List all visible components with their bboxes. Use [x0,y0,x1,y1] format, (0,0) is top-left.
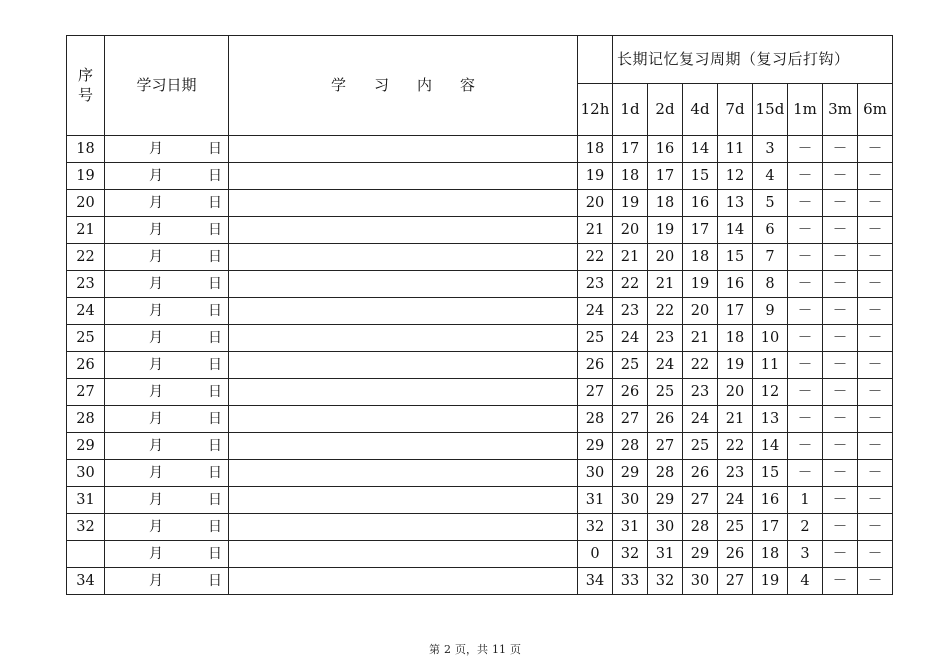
cycle-cell[interactable]: － [823,298,858,325]
cycle-cell[interactable]: － [858,433,893,460]
footer-mid: 页，共 [455,643,488,656]
cycle-cell[interactable]: 32 [613,541,648,568]
row-seq: 20 [67,190,105,217]
table-row [67,190,893,217]
cycle-cell[interactable]: 14 [753,433,788,460]
cycle-cell[interactable]: 31 [648,541,683,568]
row-date[interactable] [105,514,229,541]
cycle-cell[interactable]: － [823,433,858,460]
table-row [67,379,893,406]
row-content[interactable] [229,298,578,325]
cycle-cell[interactable]: － [858,136,893,163]
cycle-cell[interactable]: 11 [718,136,753,163]
seq-header-label: 序 号 [77,66,93,104]
cycle-cell[interactable]: 29 [683,541,718,568]
cycle-col-7d: 7d [718,84,753,136]
cycle-cell[interactable]: － [788,460,823,487]
cycle-col-1m: 1m [788,84,823,136]
cycle-cell[interactable]: 14 [683,136,718,163]
cycle-cell[interactable]: 8 [753,271,788,298]
cycle-cell[interactable]: 30 [648,514,683,541]
cycle-cell[interactable]: － [823,406,858,433]
cycle-cell[interactable]: － [858,163,893,190]
footer-page-total: 11 [492,643,506,656]
row-seq: 29 [67,433,105,460]
row-seq: 27 [67,379,105,406]
row-content[interactable] [229,190,578,217]
blank-header-cell [578,36,613,84]
content-header [229,36,578,136]
cycle-cell[interactable]: － [858,460,893,487]
month-label: 月 [149,168,163,184]
row-date[interactable] [105,568,229,595]
cycle-cell[interactable]: 20 [648,244,683,271]
cycle-cell[interactable]: 1 [788,487,823,514]
cycle-cell[interactable]: 12 [753,379,788,406]
cycle-cell[interactable]: － [823,325,858,352]
cycle-cell[interactable]: － [823,190,858,217]
cycle-cell[interactable]: 19 [718,352,753,379]
cycle-cell[interactable]: 22 [578,244,613,271]
cycle-cell[interactable]: 20 [683,298,718,325]
table-row [67,136,893,163]
table-row [67,271,893,298]
cycle-col-1d: 1d [613,84,648,136]
cycle-cell[interactable]: 13 [753,406,788,433]
row-content[interactable] [229,406,578,433]
cycle-cell[interactable]: 28 [683,514,718,541]
row-date[interactable] [105,433,229,460]
cycle-cell[interactable]: 6 [753,217,788,244]
cycle-cell[interactable]: 25 [613,352,648,379]
cycle-cell[interactable]: 16 [718,271,753,298]
table-row [67,433,893,460]
cycle-cell[interactable]: 16 [683,190,718,217]
cycle-cell[interactable]: 22 [718,433,753,460]
cycle-cell[interactable]: － [823,487,858,514]
cycle-cell[interactable]: － [823,568,858,595]
row-content[interactable] [229,325,578,352]
row-content[interactable] [229,514,578,541]
content-header-char: 内 [417,76,433,94]
cycle-cell[interactable]: 18 [718,325,753,352]
table-row [67,460,893,487]
cycle-cell[interactable]: 32 [578,514,613,541]
cycle-cell[interactable]: 23 [718,460,753,487]
cycle-cell[interactable]: － [858,487,893,514]
row-seq: 22 [67,244,105,271]
cycle-cell[interactable]: 17 [718,298,753,325]
month-label: 月 [149,519,163,535]
review-schedule-table [66,35,893,595]
row-seq: 28 [67,406,105,433]
cycle-cell[interactable]: 30 [683,568,718,595]
row-date[interactable] [105,379,229,406]
footer-suffix: 页 [510,643,521,656]
cycle-cell[interactable]: 27 [578,379,613,406]
row-content[interactable] [229,163,578,190]
cycle-cell[interactable]: 16 [648,136,683,163]
month-label: 月 [149,141,163,157]
cycle-cell[interactable]: 10 [753,325,788,352]
cycle-cell[interactable]: 5 [753,190,788,217]
cycle-cell[interactable]: 26 [613,379,648,406]
cycle-cell[interactable]: 22 [683,352,718,379]
month-label: 月 [149,357,163,373]
cycle-cell[interactable]: 27 [648,433,683,460]
cycle-cell[interactable]: － [823,163,858,190]
row-content[interactable] [229,271,578,298]
row-seq: 34 [67,568,105,595]
cycle-cell[interactable]: 9 [753,298,788,325]
month-label: 月 [149,573,163,589]
cycle-cell[interactable]: － [788,406,823,433]
row-content[interactable] [229,541,578,568]
row-content[interactable] [229,136,578,163]
cycle-cell[interactable]: － [858,190,893,217]
cycle-col-2d: 2d [648,84,683,136]
cycle-cell[interactable]: 28 [648,460,683,487]
cycle-cell[interactable]: － [858,379,893,406]
row-content[interactable] [229,433,578,460]
cycle-col-3m: 3m [823,84,858,136]
cycle-cell[interactable]: － [858,217,893,244]
day-label: 日 [208,222,222,238]
cycle-cell[interactable]: 15 [718,244,753,271]
row-content[interactable] [229,244,578,271]
cycle-cell[interactable]: 17 [613,136,648,163]
cycle-cell[interactable]: 14 [718,217,753,244]
content-header-char: 习 [373,76,389,94]
cycle-cell[interactable]: － [788,217,823,244]
cycle-cell[interactable]: 25 [648,379,683,406]
cycle-cell[interactable]: 18 [613,163,648,190]
cycle-cell[interactable]: － [788,163,823,190]
row-seq [67,541,105,568]
row-content[interactable] [229,217,578,244]
cycle-cell[interactable]: － [858,514,893,541]
cycle-title: 长期记忆复习周期（复习后打钩） [613,36,893,84]
row-date[interactable] [105,541,229,568]
cycle-cell[interactable]: 11 [753,352,788,379]
cycle-cell[interactable]: 23 [648,325,683,352]
footer-prefix: 第 [429,643,440,656]
month-label: 月 [149,465,163,481]
cycle-cell[interactable]: 21 [578,217,613,244]
cycle-cell[interactable]: 18 [648,190,683,217]
cycle-cell[interactable]: 26 [578,352,613,379]
table-row [67,514,893,541]
cycle-cell[interactable]: 25 [683,433,718,460]
cycle-cell[interactable]: 19 [648,217,683,244]
cycle-cell[interactable]: － [788,379,823,406]
day-label: 日 [208,141,222,157]
row-date[interactable] [105,460,229,487]
row-content[interactable] [229,460,578,487]
cycle-cell[interactable]: 29 [613,460,648,487]
row-content[interactable] [229,352,578,379]
row-content[interactable] [229,487,578,514]
cycle-cell[interactable]: 27 [613,406,648,433]
cycle-cell[interactable]: － [858,541,893,568]
cycle-cell[interactable]: 24 [578,298,613,325]
cycle-cell[interactable]: 0 [578,541,613,568]
row-seq: 25 [67,325,105,352]
cycle-cell[interactable]: 31 [578,487,613,514]
cycle-cell[interactable]: 25 [578,325,613,352]
cycle-cell[interactable]: 31 [613,514,648,541]
cycle-cell[interactable]: 22 [648,298,683,325]
content-header-char: 容 [460,76,476,94]
cycle-cell[interactable]: － [788,325,823,352]
cycle-cell[interactable]: 20 [578,190,613,217]
row-date[interactable] [105,271,229,298]
row-date[interactable] [105,352,229,379]
cycle-cell[interactable]: 27 [683,487,718,514]
table-row [67,406,893,433]
cycle-cell[interactable]: － [788,136,823,163]
cycle-cell[interactable]: 29 [648,487,683,514]
month-label: 月 [149,411,163,427]
table-row [67,325,893,352]
cycle-cell[interactable]: 23 [578,271,613,298]
cycle-cell[interactable]: 34 [578,568,613,595]
cycle-cell[interactable]: 4 [753,163,788,190]
row-seq: 31 [67,487,105,514]
row-seq: 21 [67,217,105,244]
cycle-cell[interactable]: 27 [718,568,753,595]
cycle-cell[interactable]: － [823,136,858,163]
cycle-cell[interactable]: － [823,460,858,487]
day-label: 日 [208,384,222,400]
day-label: 日 [208,357,222,373]
row-date[interactable] [105,244,229,271]
cycle-cell[interactable]: 18 [683,244,718,271]
month-label: 月 [149,492,163,508]
cycle-cell[interactable]: 19 [578,163,613,190]
cycle-cell[interactable]: － [823,352,858,379]
cycle-col-6m: 6m [858,84,893,136]
cycle-cell[interactable]: － [823,217,858,244]
month-label: 月 [149,546,163,562]
cycle-cell[interactable]: － [858,406,893,433]
cycle-cell[interactable]: － [788,244,823,271]
cycle-cell[interactable]: 13 [718,190,753,217]
cycle-cell[interactable]: 32 [648,568,683,595]
cycle-cell[interactable]: － [858,568,893,595]
day-label: 日 [208,411,222,427]
row-content[interactable] [229,568,578,595]
row-seq: 32 [67,514,105,541]
row-date[interactable] [105,136,229,163]
cycle-cell[interactable]: 19 [683,271,718,298]
row-date[interactable] [105,217,229,244]
cycle-cell[interactable]: 28 [578,406,613,433]
cycle-cell[interactable]: 3 [788,541,823,568]
cycle-cell[interactable]: 25 [718,514,753,541]
cycle-cell[interactable]: 17 [753,514,788,541]
cycle-cell[interactable]: 19 [613,190,648,217]
day-label: 日 [208,492,222,508]
day-label: 日 [208,519,222,535]
row-date[interactable] [105,325,229,352]
month-label: 月 [149,195,163,211]
cycle-cell[interactable]: 23 [683,379,718,406]
cycle-cell[interactable]: － [788,190,823,217]
cycle-cell[interactable]: 23 [613,298,648,325]
row-seq: 18 [67,136,105,163]
cycle-cell[interactable]: 29 [578,433,613,460]
cycle-cell[interactable]: 2 [788,514,823,541]
month-label: 月 [149,249,163,265]
cycle-cell[interactable]: 3 [753,136,788,163]
cycle-cell[interactable]: － [788,298,823,325]
cycle-cell[interactable]: 21 [648,271,683,298]
month-label: 月 [149,303,163,319]
cycle-cell[interactable]: － [788,433,823,460]
cycle-cell[interactable]: － [858,271,893,298]
cycle-cell[interactable]: － [823,514,858,541]
cycle-cell[interactable]: 24 [613,325,648,352]
month-label: 月 [149,330,163,346]
row-date[interactable] [105,298,229,325]
month-label: 月 [149,384,163,400]
month-label: 月 [149,438,163,454]
cycle-cell[interactable]: 26 [648,406,683,433]
table-row [67,568,893,595]
page-footer [0,641,950,657]
cycle-cell[interactable]: － [823,541,858,568]
cycle-cell[interactable]: 17 [683,217,718,244]
cycle-cell[interactable]: 21 [718,406,753,433]
row-seq: 26 [67,352,105,379]
cycle-col-15d: 15d [753,84,788,136]
cycle-cell[interactable]: 26 [718,541,753,568]
cycle-cell[interactable]: 30 [578,460,613,487]
day-label: 日 [208,465,222,481]
month-label: 月 [149,222,163,238]
row-date[interactable] [105,406,229,433]
row-seq: 23 [67,271,105,298]
row-seq: 24 [67,298,105,325]
cycle-cell[interactable]: 19 [753,568,788,595]
cycle-cell[interactable]: 7 [753,244,788,271]
cycle-cell[interactable]: 20 [718,379,753,406]
cycle-cell[interactable]: 24 [648,352,683,379]
cycle-cell[interactable]: 16 [753,487,788,514]
cycle-cell[interactable]: 24 [718,487,753,514]
cycle-cell[interactable]: － [858,352,893,379]
footer-page-num: 2 [444,643,451,656]
cycle-cell[interactable]: 30 [613,487,648,514]
cycle-cell[interactable]: 33 [613,568,648,595]
cycle-col-12h: 12h [578,84,613,136]
cycle-cell[interactable]: 28 [613,433,648,460]
day-label: 日 [208,546,222,562]
cycle-cell[interactable]: 21 [613,244,648,271]
day-label: 日 [208,168,222,184]
cycle-cell[interactable]: － [823,244,858,271]
table-row [67,298,893,325]
cycle-cell[interactable]: 21 [683,325,718,352]
table-row [67,217,893,244]
table-row [67,244,893,271]
cycle-cell[interactable]: － [858,244,893,271]
day-label: 日 [208,276,222,292]
cycle-cell[interactable]: 24 [683,406,718,433]
day-label: 日 [208,573,222,589]
cycle-cell[interactable]: － [858,298,893,325]
row-content[interactable] [229,379,578,406]
cycle-cell[interactable]: － [823,379,858,406]
row-date[interactable] [105,163,229,190]
cycle-cell[interactable]: 17 [648,163,683,190]
cycle-cell[interactable]: － [788,271,823,298]
date-header: 学习日期 [105,36,229,136]
day-label: 日 [208,249,222,265]
day-label: 日 [208,438,222,454]
cycle-cell[interactable]: 18 [578,136,613,163]
table-row [67,541,893,568]
content-header-char: 学 [330,76,346,94]
row-seq: 30 [67,460,105,487]
day-label: 日 [208,303,222,319]
cycle-cell[interactable]: － [858,325,893,352]
seq-header [67,36,105,136]
day-label: 日 [208,195,222,211]
table-row [67,352,893,379]
table-body [67,36,893,595]
table-row [67,487,893,514]
cycle-cell[interactable]: 18 [753,541,788,568]
cycle-cell[interactable]: － [823,271,858,298]
day-label: 日 [208,330,222,346]
cycle-cell[interactable]: 20 [613,217,648,244]
header-row-1 [67,36,893,84]
row-seq: 19 [67,163,105,190]
cycle-cell[interactable]: 12 [718,163,753,190]
row-date[interactable] [105,487,229,514]
cycle-cell[interactable]: 15 [753,460,788,487]
cycle-cell[interactable]: 26 [683,460,718,487]
cycle-cell[interactable]: 4 [788,568,823,595]
cycle-col-4d: 4d [683,84,718,136]
cycle-cell[interactable]: 15 [683,163,718,190]
table-row [67,163,893,190]
cycle-cell[interactable]: － [788,352,823,379]
row-date[interactable] [105,190,229,217]
cycle-cell[interactable]: 22 [613,271,648,298]
month-label: 月 [149,276,163,292]
